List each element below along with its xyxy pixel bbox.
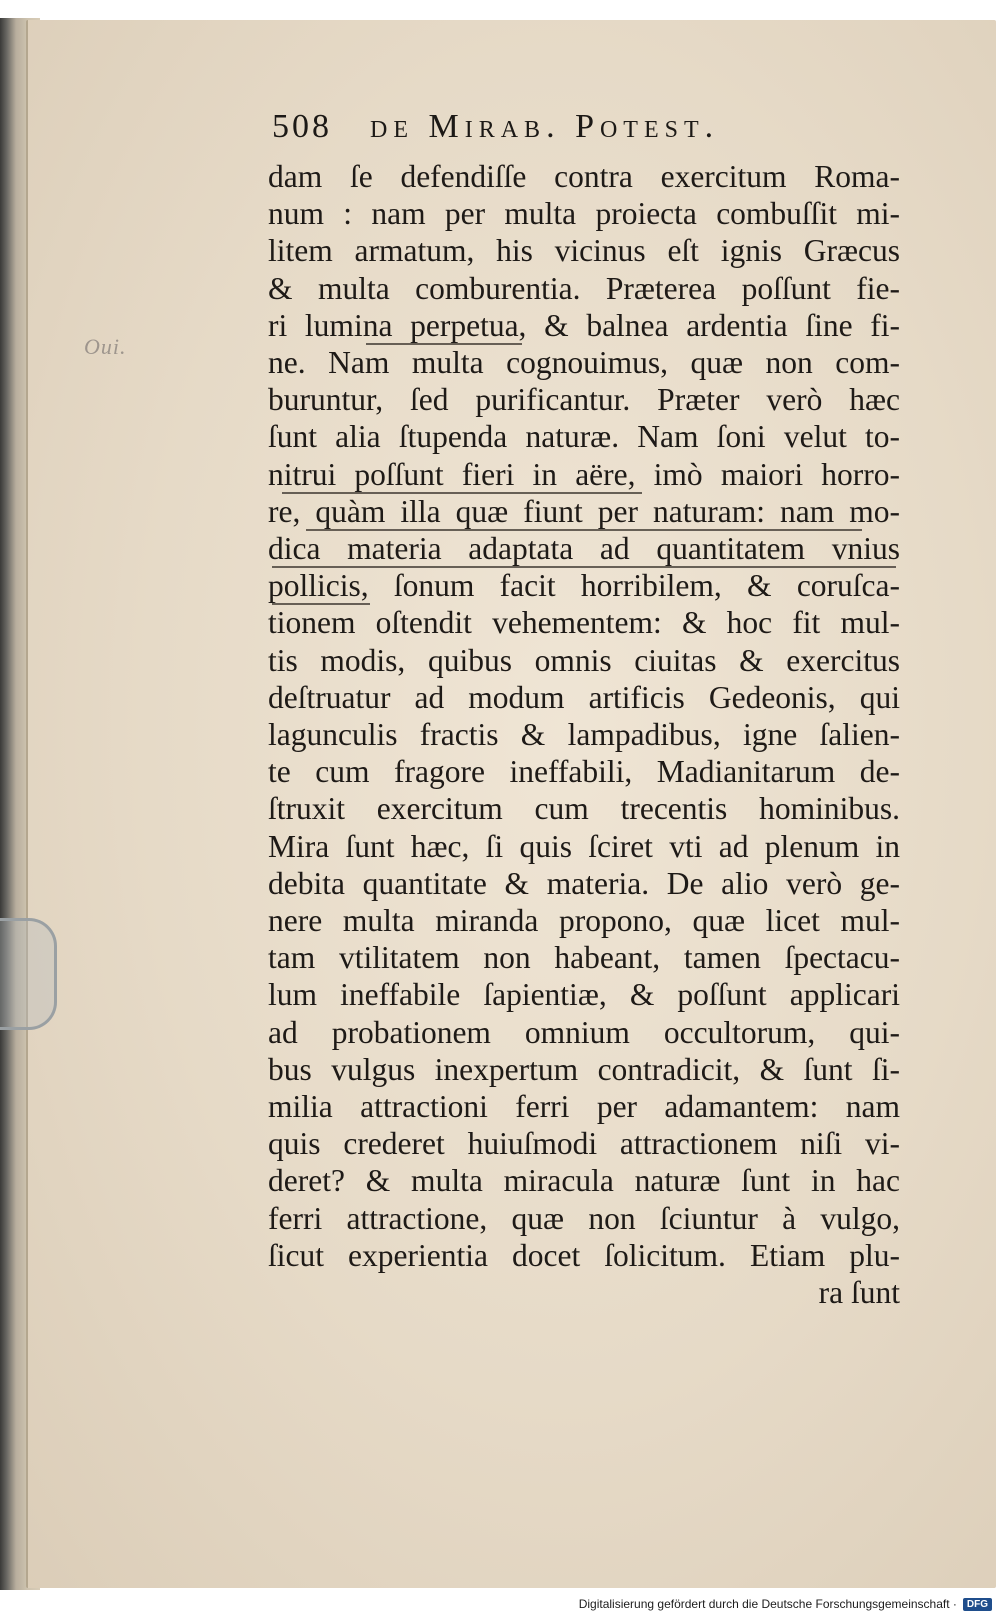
text-line: Mira ſunt hæc, ſi quis ſciret vti ad plenum in — [268, 828, 900, 864]
page-clip — [0, 918, 57, 1030]
body-text — [268, 158, 900, 1311]
underline-mark — [272, 566, 896, 568]
text-line: re, quàm illa quæ fiunt per naturam: nam mo- — [268, 493, 900, 529]
text-line: deſtruatur ad modum artificis Gedeonis, qui — [268, 679, 900, 715]
catchword: ra ſunt — [818, 1275, 900, 1311]
margin-annotation: Oui. — [84, 334, 127, 359]
text-line: quis crederet huiuſmodi attractionem niſi vi- — [268, 1126, 900, 1162]
running-head: de Mirab. Potest. — [370, 108, 720, 145]
page-header — [272, 108, 832, 146]
text-line: tionem oſtendit vehementem: & hoc fit mul- — [268, 605, 900, 641]
text-line: ri lumina perpetua, & balnea ardentia ſine fi- — [268, 307, 900, 343]
text-line: pollicis, ſonum facit horribilem, & coruſca- — [268, 568, 900, 604]
text-line: te cum fragore ineffabili, Madianitarum de- — [268, 754, 900, 790]
digitization-footer — [0, 1592, 1000, 1616]
text-line: tam vtilitatem non habeant, tamen ſpectacu- — [268, 940, 900, 976]
text-line: & multa comburentia. Præterea poſſunt fie- — [268, 270, 900, 306]
text-line: buruntur, ſed purificantur. Præter verò hæc — [268, 382, 900, 418]
underline-mark — [306, 529, 862, 531]
text-line: ſunt alia ſtupenda naturæ. Nam ſoni velut to- — [268, 419, 900, 455]
text-line: lum ineffabile ſapientiæ, & poſſunt applicari — [268, 977, 900, 1013]
text-line: deret? & multa miracula naturæ ſunt in hac — [268, 1163, 900, 1199]
text-line: nitrui poſſunt fieri in aëre, imò maiori horro- — [268, 456, 900, 492]
text-line: ferri attractione, quæ non ſciuntur à vulgo, — [268, 1200, 900, 1236]
text-line: litem armatum, his vicinus eſt ignis Græcus — [268, 233, 900, 269]
text-line: tis modis, quibus omnis ciuitas & exercitus — [268, 642, 900, 678]
underline-mark — [366, 343, 522, 345]
page-number: 508 — [272, 108, 332, 145]
text-line: milia attractioni ferri per adamantem: nam — [268, 1089, 900, 1125]
text-line: nere multa miranda propono, quæ licet mul- — [268, 903, 900, 939]
text-line: dica materia adaptata ad quantitatem vnius — [268, 531, 900, 567]
text-line: lagunculis fractis & lampadibus, igne ſalien- — [268, 717, 900, 753]
text-line: ſicut experientia docet ſolicitum. Etiam plu- — [268, 1237, 900, 1273]
text-line: num : nam per multa proiecta combuſſit mi- — [268, 196, 900, 232]
text-line: dam ſe defendiſſe contra exercitum Roma- — [268, 159, 900, 194]
text-line: ne. Nam multa cognouimus, quæ non com- — [268, 345, 900, 381]
text-line: debita quantitate & materia. De alio verò ge- — [268, 865, 900, 901]
text-line: bus vulgus inexpertum contradicit, & ſunt ſi- — [268, 1051, 900, 1087]
footer-credit: Digitalisierung gefördert durch die Deutsche Forschungsgemeinschaft · — [578, 1597, 957, 1611]
text-line: ad probationem omnium occultorum, qui- — [268, 1014, 900, 1050]
underline-mark — [282, 492, 642, 494]
text-line: ſtruxit exercitum cum trecentis hominibus. — [268, 791, 900, 827]
underline-mark — [272, 603, 370, 605]
dfg-logo-icon: DFG — [963, 1598, 992, 1611]
